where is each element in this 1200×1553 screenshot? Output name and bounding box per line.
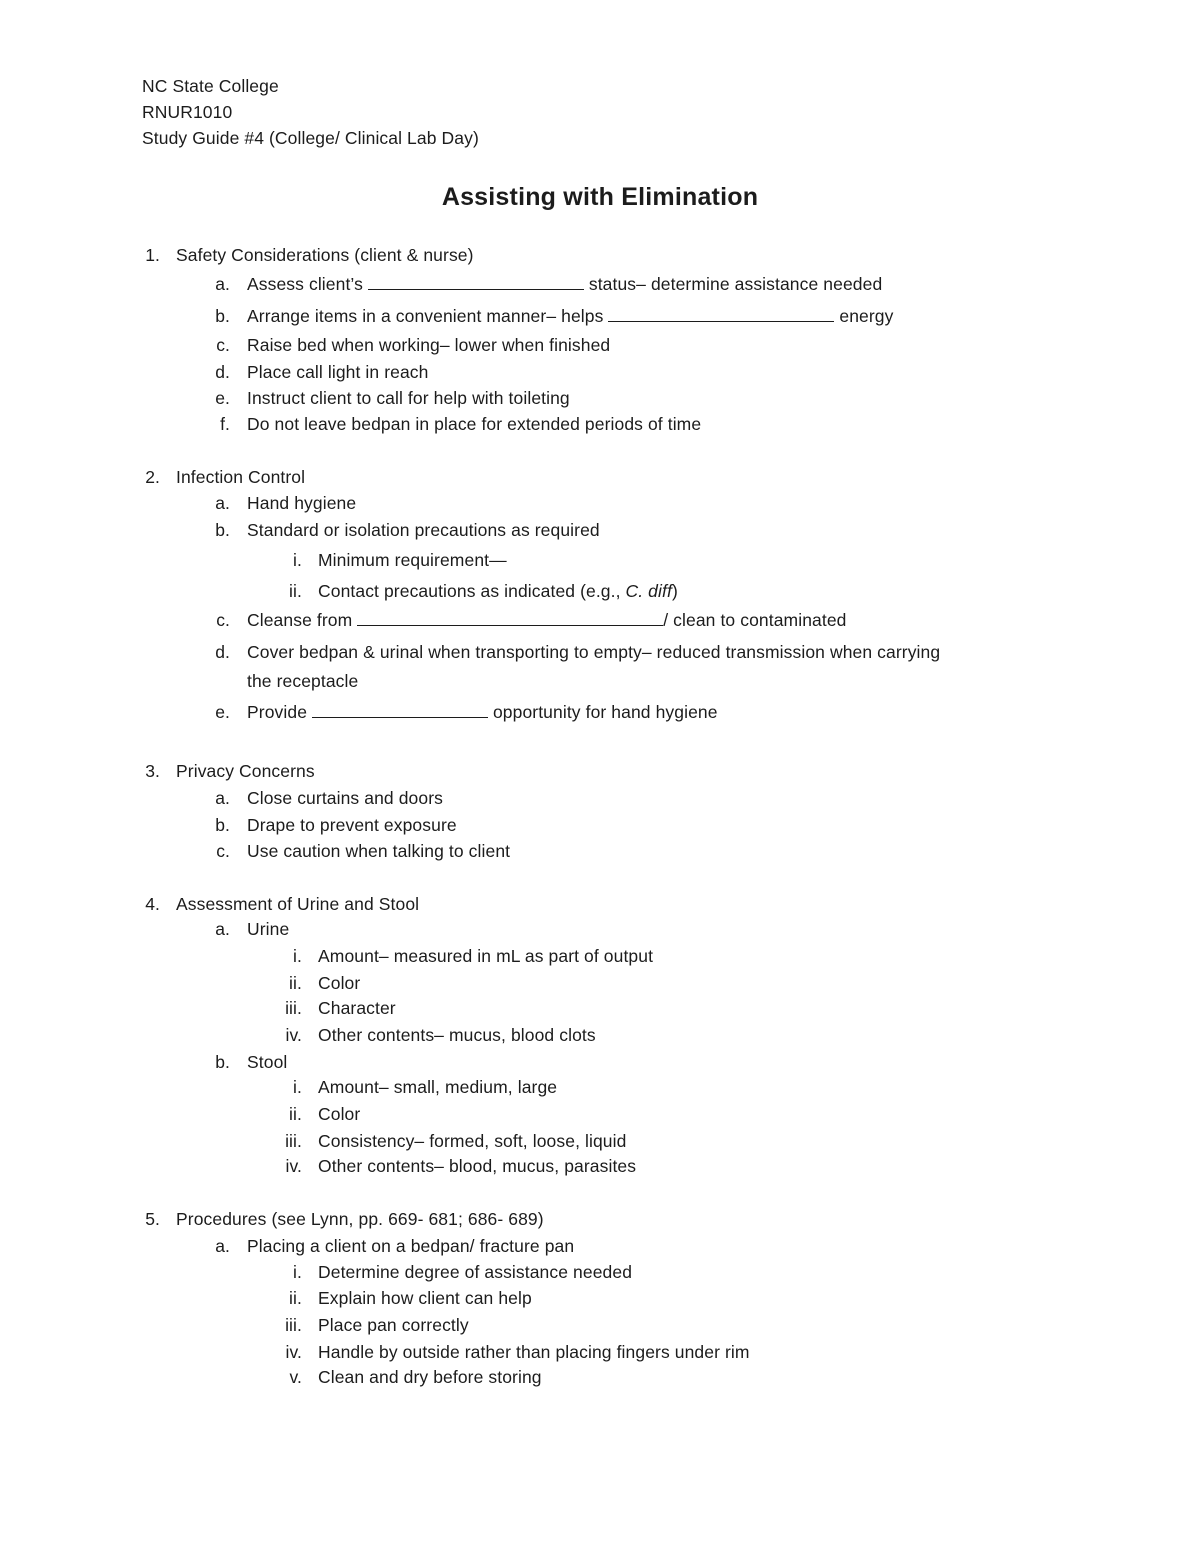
item-marker: i.	[293, 550, 302, 570]
item-text: Raise bed when working– lower when finished	[247, 335, 611, 355]
item-marker: i.	[293, 1077, 302, 1097]
item-text	[318, 580, 678, 602]
item-text: Color	[318, 1104, 361, 1124]
item-text: Other contents– mucus, blood clots	[318, 1025, 596, 1045]
section-label: Safety Considerations (client & nurse)	[176, 245, 474, 265]
section-number: 1.	[145, 245, 160, 265]
item-text: Drape to prevent exposure	[247, 815, 457, 835]
item-marker: d.	[215, 362, 230, 382]
item-text: Hand hygiene	[247, 493, 357, 513]
item-marker: a.	[215, 1236, 230, 1256]
item-marker: i.	[293, 946, 302, 966]
item-text: Character	[318, 998, 396, 1018]
header-guide: Study Guide #4 (College/ Clinical Lab Day)	[142, 128, 479, 148]
item-text: Stool	[247, 1052, 288, 1072]
item-marker: a.	[215, 274, 230, 294]
item-text: Consistency– formed, soft, loose, liquid	[318, 1131, 627, 1151]
item-marker: iii.	[285, 1315, 302, 1335]
item-marker: i.	[293, 1262, 302, 1282]
item-text	[247, 609, 846, 631]
item-text-before: Cleanse from	[247, 610, 358, 630]
item-marker: a.	[215, 788, 230, 808]
item-text-after: status– determine assistance needed	[583, 274, 883, 294]
item-text: the receptacle	[247, 671, 359, 691]
item-text: Urine	[247, 919, 290, 939]
item-text: Other contents– blood, mucus, parasites	[318, 1156, 637, 1176]
item-text: Handle by outside rather than placing fingers under rim	[318, 1342, 750, 1362]
item-text: Determine degree of assistance needed	[318, 1262, 633, 1282]
section-label: Privacy Concerns	[176, 761, 315, 781]
item-text: Place pan correctly	[318, 1315, 469, 1335]
item-marker: b.	[215, 815, 230, 835]
item-marker: c.	[216, 610, 230, 630]
fill-in-blank[interactable]	[357, 611, 663, 626]
section-number: 3.	[145, 761, 160, 781]
item-marker: a.	[215, 919, 230, 939]
item-text-italic: C. diff	[625, 581, 672, 601]
item-text	[247, 273, 882, 295]
item-text: Standard or isolation precautions as required	[247, 520, 600, 540]
item-marker: iv.	[285, 1342, 302, 1362]
item-text: Close curtains and doors	[247, 788, 443, 808]
item-marker: ii.	[289, 581, 302, 601]
fill-in-blank[interactable]	[312, 703, 488, 718]
section-label: Assessment of Urine and Stool	[176, 894, 420, 914]
item-text: Explain how client can help	[318, 1288, 532, 1308]
page-title: Assisting with Elimination	[441, 183, 759, 211]
item-text	[247, 305, 894, 327]
item-text-before: Provide	[247, 702, 312, 722]
item-text: Color	[318, 973, 361, 993]
section-number: 5.	[145, 1209, 160, 1229]
fill-in-blank[interactable]	[368, 275, 584, 290]
item-text-before: Assess client’s	[247, 274, 368, 294]
item-text-before: Arrange items in a convenient manner– helps	[247, 306, 609, 326]
header-course: RNUR1010	[142, 102, 233, 122]
item-marker: b.	[215, 306, 230, 326]
item-text: Minimum requirement—	[318, 550, 507, 570]
item-text: Clean and dry before storing	[318, 1367, 542, 1387]
item-text-after: opportunity for hand hygiene	[488, 702, 718, 722]
section-number: 2.	[145, 467, 160, 487]
fill-in-blank[interactable]	[608, 307, 834, 322]
item-marker: ii.	[289, 1104, 302, 1124]
item-marker: iv.	[285, 1025, 302, 1045]
section-number: 4.	[145, 894, 160, 914]
item-text-after: energy	[834, 306, 894, 326]
item-text-after: )	[671, 581, 678, 601]
item-marker: f.	[220, 414, 230, 434]
item-marker: c.	[216, 335, 230, 355]
item-text: Amount– measured in mL as part of output	[318, 946, 654, 966]
item-marker: d.	[215, 642, 230, 662]
item-marker: iv.	[285, 1156, 302, 1176]
item-text	[247, 701, 718, 723]
item-marker: iii.	[285, 998, 302, 1018]
header-school: NC State College	[142, 76, 279, 96]
item-marker: ii.	[289, 1288, 302, 1308]
item-marker: c.	[216, 841, 230, 861]
item-text: Do not leave bedpan in place for extended periods of time	[247, 414, 702, 434]
item-marker: e.	[215, 388, 230, 408]
item-text: Amount– small, medium, large	[318, 1077, 558, 1097]
item-text-after: / clean to contaminated	[663, 610, 847, 630]
item-text: Use caution when talking to client	[247, 841, 511, 861]
item-marker: a.	[215, 493, 230, 513]
item-text-before: Contact precautions as indicated (e.g.,	[318, 581, 626, 601]
item-marker: b.	[215, 520, 230, 540]
item-text: Cover bedpan & urinal when transporting to empty– reduced transmission when carrying	[247, 642, 941, 662]
item-marker: e.	[215, 702, 230, 722]
item-text: Placing a client on a bedpan/ fracture pan	[247, 1236, 575, 1256]
item-marker: v.	[289, 1367, 302, 1387]
item-marker: b.	[215, 1052, 230, 1072]
item-text: Place call light in reach	[247, 362, 429, 382]
section-label: Infection Control	[176, 467, 306, 487]
item-marker: ii.	[289, 973, 302, 993]
section-label: Procedures (see Lynn, pp. 669- 681; 686- 689)	[176, 1209, 544, 1229]
item-text: Instruct client to call for help with toileting	[247, 388, 570, 408]
item-marker: iii.	[285, 1131, 302, 1151]
